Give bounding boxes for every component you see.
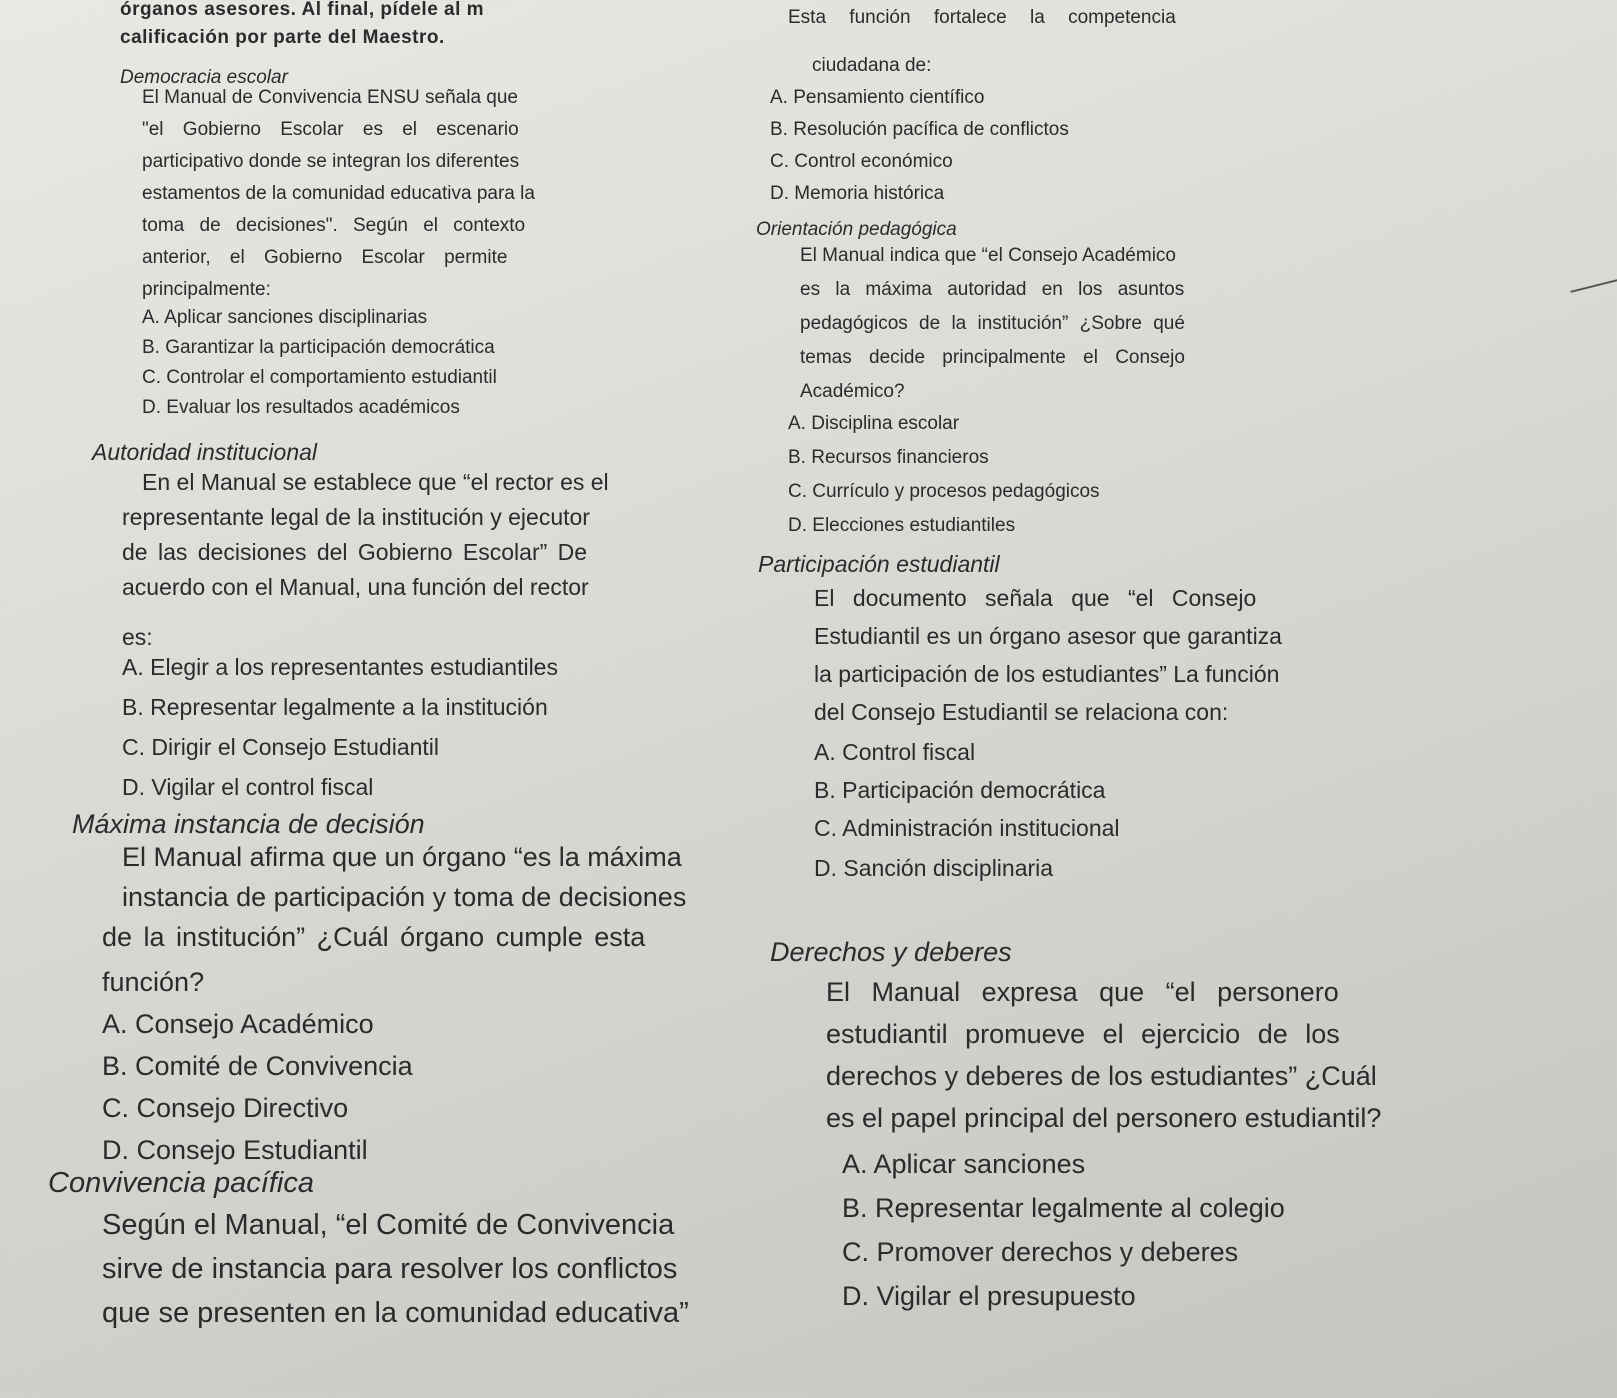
question-line: estamentos de la comunidad educativa para la [142, 183, 535, 204]
section-title-participacion: Participación estudiantil [758, 551, 1000, 577]
question-line: acuerdo con el Manual, una función del rector [122, 574, 589, 600]
option-b[interactable]: B. Recursos financieros [788, 447, 989, 468]
option-b[interactable]: B. Comité de Convivencia [102, 1051, 413, 1081]
question-line: participativo donde se integran los diferentes [142, 151, 520, 172]
question-line: temas decide principalmente el Consejo [800, 347, 1185, 368]
question-line: la participación de los estudiantes” La función [814, 661, 1280, 687]
question-line: pedagógicos de la institución” ¿Sobre qué [800, 313, 1185, 334]
question-line: El Manual de Convivencia ENSU señala que [142, 87, 518, 108]
section-title-autoridad: Autoridad institucional [92, 439, 318, 465]
question-line: es el papel principal del personero estudiantil? [826, 1103, 1382, 1133]
question-line: anterior, el Gobierno Escolar permite [142, 247, 508, 268]
question-line: Esta función fortalece la competencia [788, 7, 1176, 28]
option-c[interactable]: C. Controlar el comportamiento estudiantil [142, 367, 497, 388]
question-line: de las decisiones del Gobierno Escolar” De [122, 539, 588, 565]
question-line: En el Manual se establece que “el rector es el [142, 469, 609, 495]
option-a[interactable]: A. Disciplina escolar [788, 413, 960, 434]
option-d[interactable]: D. Vigilar el presupuesto [842, 1281, 1136, 1311]
option-b[interactable]: B. Representar legalmente a la institución [122, 694, 548, 720]
section-title-maxima: Máxima instancia de decisión [72, 809, 425, 839]
option-d[interactable]: D. Consejo Estudiantil [102, 1135, 368, 1165]
option-c[interactable]: C. Currículo y procesos pedagógicos [788, 481, 1100, 502]
option-b[interactable]: B. Participación democrática [814, 777, 1106, 803]
section-title-convivencia: Convivencia pacífica [48, 1167, 314, 1199]
option-c[interactable]: C. Promover derechos y deberes [842, 1237, 1239, 1267]
section-title-democracia: Democracia escolar [120, 67, 288, 88]
question-line: función? [102, 967, 205, 997]
option-b[interactable]: B. Garantizar la participación democrática [142, 337, 495, 358]
option-a[interactable]: A. Control fiscal [814, 739, 976, 765]
question-line: sirve de instancia para resolver los conflictos [102, 1253, 678, 1285]
option-c[interactable]: C. Control económico [770, 151, 953, 172]
question-line: ciudadana de: [812, 55, 932, 76]
question-line: que se presenten en la comunidad educativa” [102, 1297, 689, 1329]
question-line: principalmente: [142, 279, 271, 300]
option-a[interactable]: A. Aplicar sanciones disciplinarias [142, 307, 428, 328]
question-line: El Manual expresa que “el personero [826, 977, 1339, 1007]
option-b[interactable]: B. Resolución pacífica de conflictos [770, 119, 1069, 140]
option-d[interactable]: D. Elecciones estudiantiles [788, 515, 1016, 536]
option-d[interactable]: D. Vigilar el control fiscal [122, 774, 374, 800]
option-d[interactable]: D. Evaluar los resultados académicos [142, 397, 460, 418]
question-line: El documento señala que “el Consejo [814, 585, 1257, 611]
question-line: instancia de participación y toma de decisiones [122, 882, 687, 912]
question-line: es la máxima autoridad en los asuntos [800, 279, 1185, 300]
question-line: de la institución” ¿Cuál órgano cumple esta [102, 922, 646, 952]
option-a[interactable]: A. Aplicar sanciones [842, 1149, 1086, 1179]
question-line: Estudiantil es un órgano asesor que garantiza [814, 623, 1282, 649]
left-column [48, 0, 700, 1398]
question-line: derechos y deberes de los estudiantes” ¿Cuál [826, 1061, 1377, 1091]
option-c[interactable]: C. Dirigir el Consejo Estudiantil [122, 734, 440, 760]
section-title-derechos: Derechos y deberes [770, 937, 1012, 967]
option-a[interactable]: A. Elegir a los representantes estudiantiles [122, 654, 558, 680]
header-line-2: calificación por parte del Maestro. [120, 27, 445, 48]
question-line: El Manual indica que “el Consejo Académico [800, 245, 1176, 266]
option-c[interactable]: C. Consejo Directivo [102, 1093, 349, 1123]
question-line: es: [122, 624, 153, 650]
option-b[interactable]: B. Representar legalmente al colegio [842, 1193, 1285, 1223]
option-c[interactable]: C. Administración institucional [814, 815, 1120, 841]
right-column [730, 0, 1610, 1398]
question-line: "el Gobierno Escolar es el escenario [142, 119, 519, 140]
option-a[interactable]: A. Consejo Académico [102, 1009, 374, 1039]
option-d[interactable]: D. Sanción disciplinaria [814, 855, 1054, 881]
question-line: Según el Manual, “el Comité de Convivencia [102, 1209, 675, 1241]
option-d[interactable]: D. Memoria histórica [770, 183, 945, 204]
question-line: Académico? [800, 381, 905, 402]
question-line: toma de decisiones". Según el contexto [142, 215, 526, 236]
question-line: del Consejo Estudiantil se relaciona con: [814, 699, 1229, 725]
question-line: El Manual afirma que un órgano “es la máxima [122, 842, 682, 872]
section-title-orientacion: Orientación pedagógica [756, 219, 957, 240]
header-line-1: órganos asesores. Al final, pídele al m [120, 0, 485, 20]
question-line: estudiantil promueve el ejercicio de los [826, 1019, 1340, 1049]
option-a[interactable]: A. Pensamiento científico [770, 87, 985, 108]
question-line: representante legal de la institución y ejecutor [122, 504, 590, 530]
